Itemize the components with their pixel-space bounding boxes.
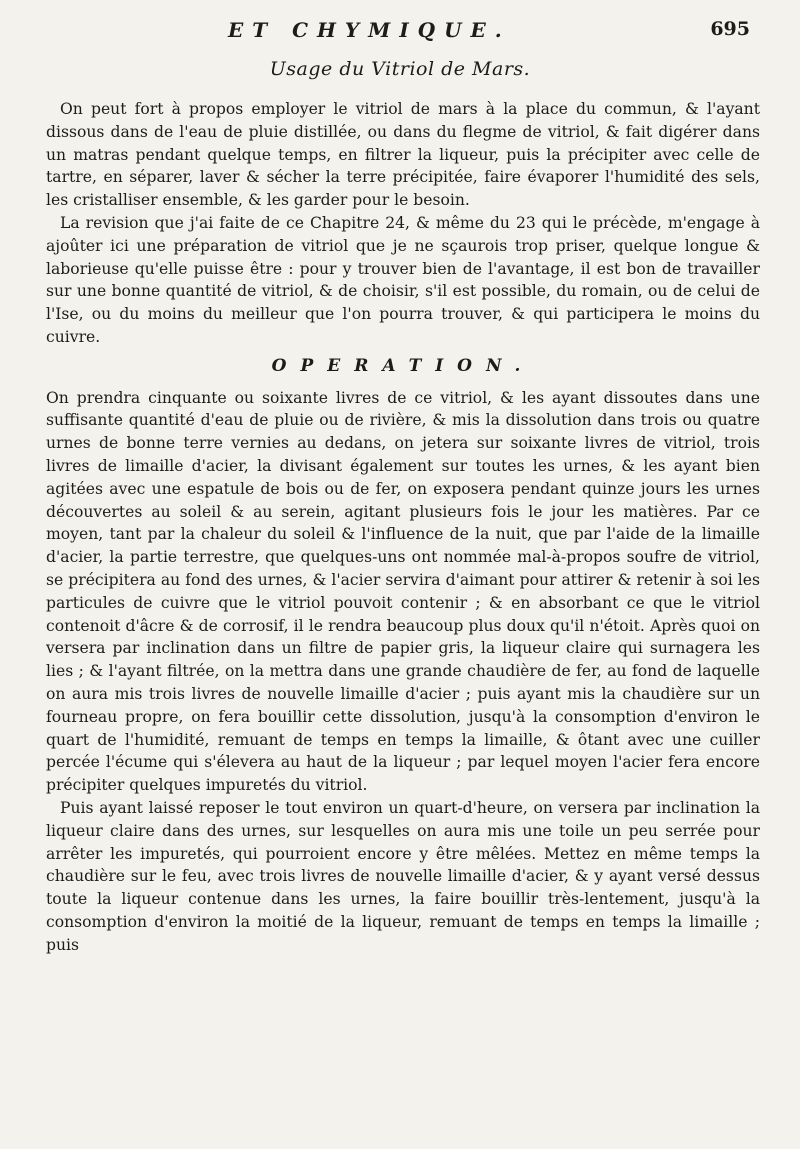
- paragraph-operation-1: On prendra cinquante ou soixante livres de ce vitriol, & les ayant dissoutes dans une suffisante quantité d'eau de pluie ou de rivière, & mis la dissolution dans trois ou quatre urnes de bonne terre vernies au dedans, on jetera sur soixante livres de vitriol, trois livres de limaille d'acier, la divisant également sur toutes les urnes, & les ayant bien agitées avec une espatule de bois ou de fer, on exposera pendant quinze jours les urnes découvertes au soleil & au serein, agitant plusieurs fois le jour les matières. Par ce moyen, tant par la chaleur du soleil & l'influence de la nuit, que par l'aide de la limaille d'acier, la partie terrestre, que quelques-uns ont nommée mal-à-propos soufre de vitriol, se précipitera au fond des urnes, & l'acier servira d'aimant pour attirer & retenir à soi les particules de cuivre que le vitriol pouvoit contenir ; & en absorbant ce que le vitriol contenoit d'âcre & de corrosif, il le rendra beaucoup plus doux qu'il n'étoit. Après quoi on versera par inclination dans un filtre de papier gris, la liqueur claire qui surnagera les lies ; & l'ayant filtrée, on la mettra dans une grande chaudière de fer, au fond de laquelle on aura mis trois livres de nouvelle limaille d'acier ; puis ayant mis la chaudière sur un fourneau propre, on fera bouillir cette dissolution, jusqu'à la consomption d'environ le quart de l'humidité, remuant de temps en temps la limaille, & ôtant avec une cuiller percée l'écume qui s'élevera au haut de la liqueur ; par lequel moyen l'acier fera encore précipiter quelques impuretés du vitriol.: [46, 388, 760, 795]
- operation-heading: OPERATION.: [271, 355, 535, 376]
- page-number: 695: [710, 18, 750, 40]
- body-text: [46, 98, 760, 956]
- paragraph-operation-2: Puis ayant laissé reposer le tout environ un quart-d'heure, on versera par inclination la liqueur claire dans des urnes, sur lesquelles on aura mis une toile un peu serrée pour arrêter les impuretés, qui pourroient encore y être mêlées. Mettez en même temps la chaudière sur le feu, avec trois livres de nouvelle limaille d'acier, & y ayant versé dessus toute la liqueur contenue dans les urnes, la faire bouillir très-lentement, jusqu'à la consomption d'environ la moitié de la liqueur, remuant de temps en temps la limaille ; puis: [46, 798, 760, 954]
- paragraph-usage: On peut fort à propos employer le vitriol de mars à la place du commun, & l'ayant dissous dans de l'eau de pluie distillée, ou dans du flegme de vitriol, & fait digérer dans un matras pendant quelque temps, en filtrer la liqueur, puis la précipiter avec celle de tartre, en séparer, laver & sécher la terre précipitée, faire évaporer l'humidité des sels, les cristalliser ensemble, & les garder pour le besoin.: [46, 100, 760, 210]
- section-title: Usage du Vitriol de Mars.: [269, 58, 531, 80]
- running-head: ET CHYMIQUE.: [228, 18, 511, 42]
- page-header: [0, 16, 800, 46]
- paragraph-revision: La revision que j'ai faite de ce Chapitre 24, & même du 23 qui le précède, m'engage à ajoûter ici une préparation de vitriol que je ne sçaurois trop priser, quelque longue & laborieuse qu'elle puisse être : pour y trouver bien de l'avantage, il est bon de travailler sur une bonne quantité de vitriol, & de choisir, s'il est possible, du romain, ou de celui de l'Ise, ou du moins du meilleur que l'on pourra trouver, & qui participera le moins du cuivre.: [46, 213, 760, 346]
